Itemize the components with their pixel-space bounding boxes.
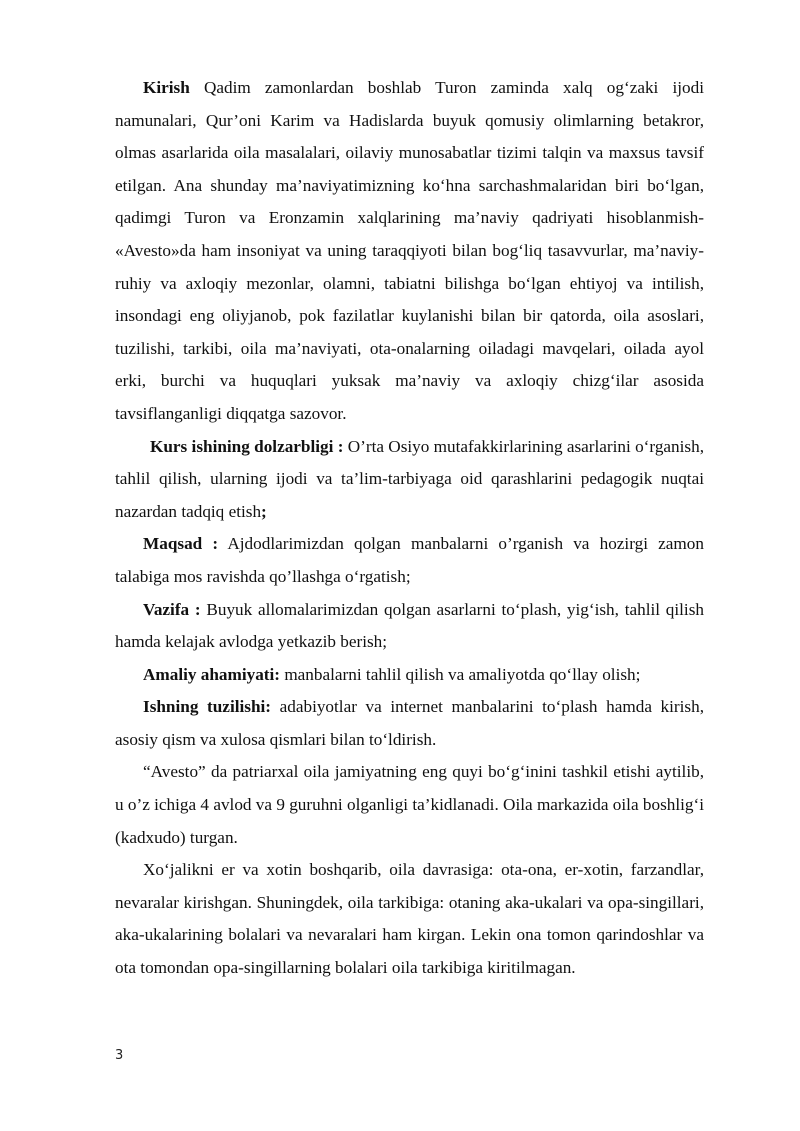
paragraph-structure: [115, 691, 704, 756]
paragraph-task: [115, 594, 704, 659]
paragraph-text: Buyuk allomalarimizdan qolgan asarlarni to‘plash, yig‘ish, tahlil qilish hamda kelajak avlodga yetkazib berish;: [115, 599, 704, 652]
paragraph-lead: Amaliy ahamiyati:: [143, 664, 281, 684]
body-text: [115, 72, 704, 985]
paragraph-relevance: [115, 431, 704, 529]
paragraph-lead: Kirish: [143, 78, 190, 97]
paragraph-text: Qadim zamonlardan boshlab Turon zaminda xalq og‘zaki ijodi namunalari, Qur’oni Karim va Hadislarda buyuk qomusiy olimlarning betakror, olmas asarlarida oila masalalari, oilaviy munosabatlar tizimi talqin va maxsus tavsif etilgan. Ana shunday ma’naviyatimizning ko‘hna sarchashmalaridan biri bo‘lgan, qadimgi Turon va Eronzamin xalqlarining ma’naviy qadriyati hisoblanmish- «Avesto»da ham insoniyat va uning taraqqiyoti bilan bog‘liq tasavvurlar, ma’naviy-ruhiy va axloqiy mezonlar, olamni, tabiatni bilishga bo‘lgan ehtiyoj va intilish, insondagi eng oliyjanob, pok fazilatlar kuylanishi bilan bir qatorda, oila asoslari, tuzilishi, tarkibi, oila ma’naviyati, ota-onalarning oiladagi mavqelari, oilada ayol erki, burchi va huquqlari yuksak ma’naviy va axloqiy chizg‘ilar asosida tavsiflanganligi diqqatga sazovor.: [115, 78, 704, 423]
paragraph-text: O’rta Osiyo mutafakkirlarining asarlarini o‘rganish, tahlil qilish, ularning ijodi va ta’lim-tarbiyaga oid qarashlarini pedagogik nuqtai nazardan tadqiq etish: [115, 436, 704, 521]
paragraph-text: adabiyotlar va internet manbalarini to‘plash hamda kirish, asosiy qism va xulosa qismlari bilan to‘ldirish.: [115, 697, 704, 749]
paragraph-text: Ajdodlarimizdan qolgan manbalarni o’rganish va hozirgi zamon talabiga mos ravishda qo’llashga o‘rgatish;: [115, 534, 704, 586]
paragraph-lead: Vazifa :: [143, 599, 201, 619]
paragraph-goal: [115, 528, 704, 593]
paragraph-household: [115, 854, 704, 984]
paragraph-text: “Avesto” da patriarxal oila jamiyatning eng quyi bo‘g‘inini tashkil etishi aytilib, u o’z ichiga 4 avlod va 9 guruhni olganligi ta’kidlanadi. Oila markazida oila boshlig‘i (kadxudo) turgan.: [115, 762, 704, 847]
paragraph-avesto: [115, 756, 704, 854]
paragraph-lead: Kurs ishining dolzarbligi :: [150, 436, 344, 456]
page-number: 3: [115, 1048, 124, 1063]
paragraph-practical: [115, 659, 704, 692]
paragraph-lead: Maqsad :: [143, 534, 219, 554]
paragraph-lead: Ishning tuzilishi:: [143, 697, 272, 717]
paragraph-intro: [115, 72, 704, 431]
paragraph-tail: ;: [261, 501, 267, 521]
paragraph-text: manbalarni tahlil qilish va amaliyotda qo‘llay olish;: [280, 664, 641, 684]
paragraph-text: Xo‘jalikni er va xotin boshqarib, oila davrasiga: ota-ona, er-xotin, farzandlar, nevaralar kirishgan. Shuningdek, oila tarkibiga: otaning aka-ukalari va opa-singillari, aka-ukalarining bolalari va nevaralari ham kirgan. Lekin ona tomon qarindoshlar va ota tomondan opa-singillarning bolalari oila tarkibiga kiritilmagan.: [115, 860, 704, 978]
